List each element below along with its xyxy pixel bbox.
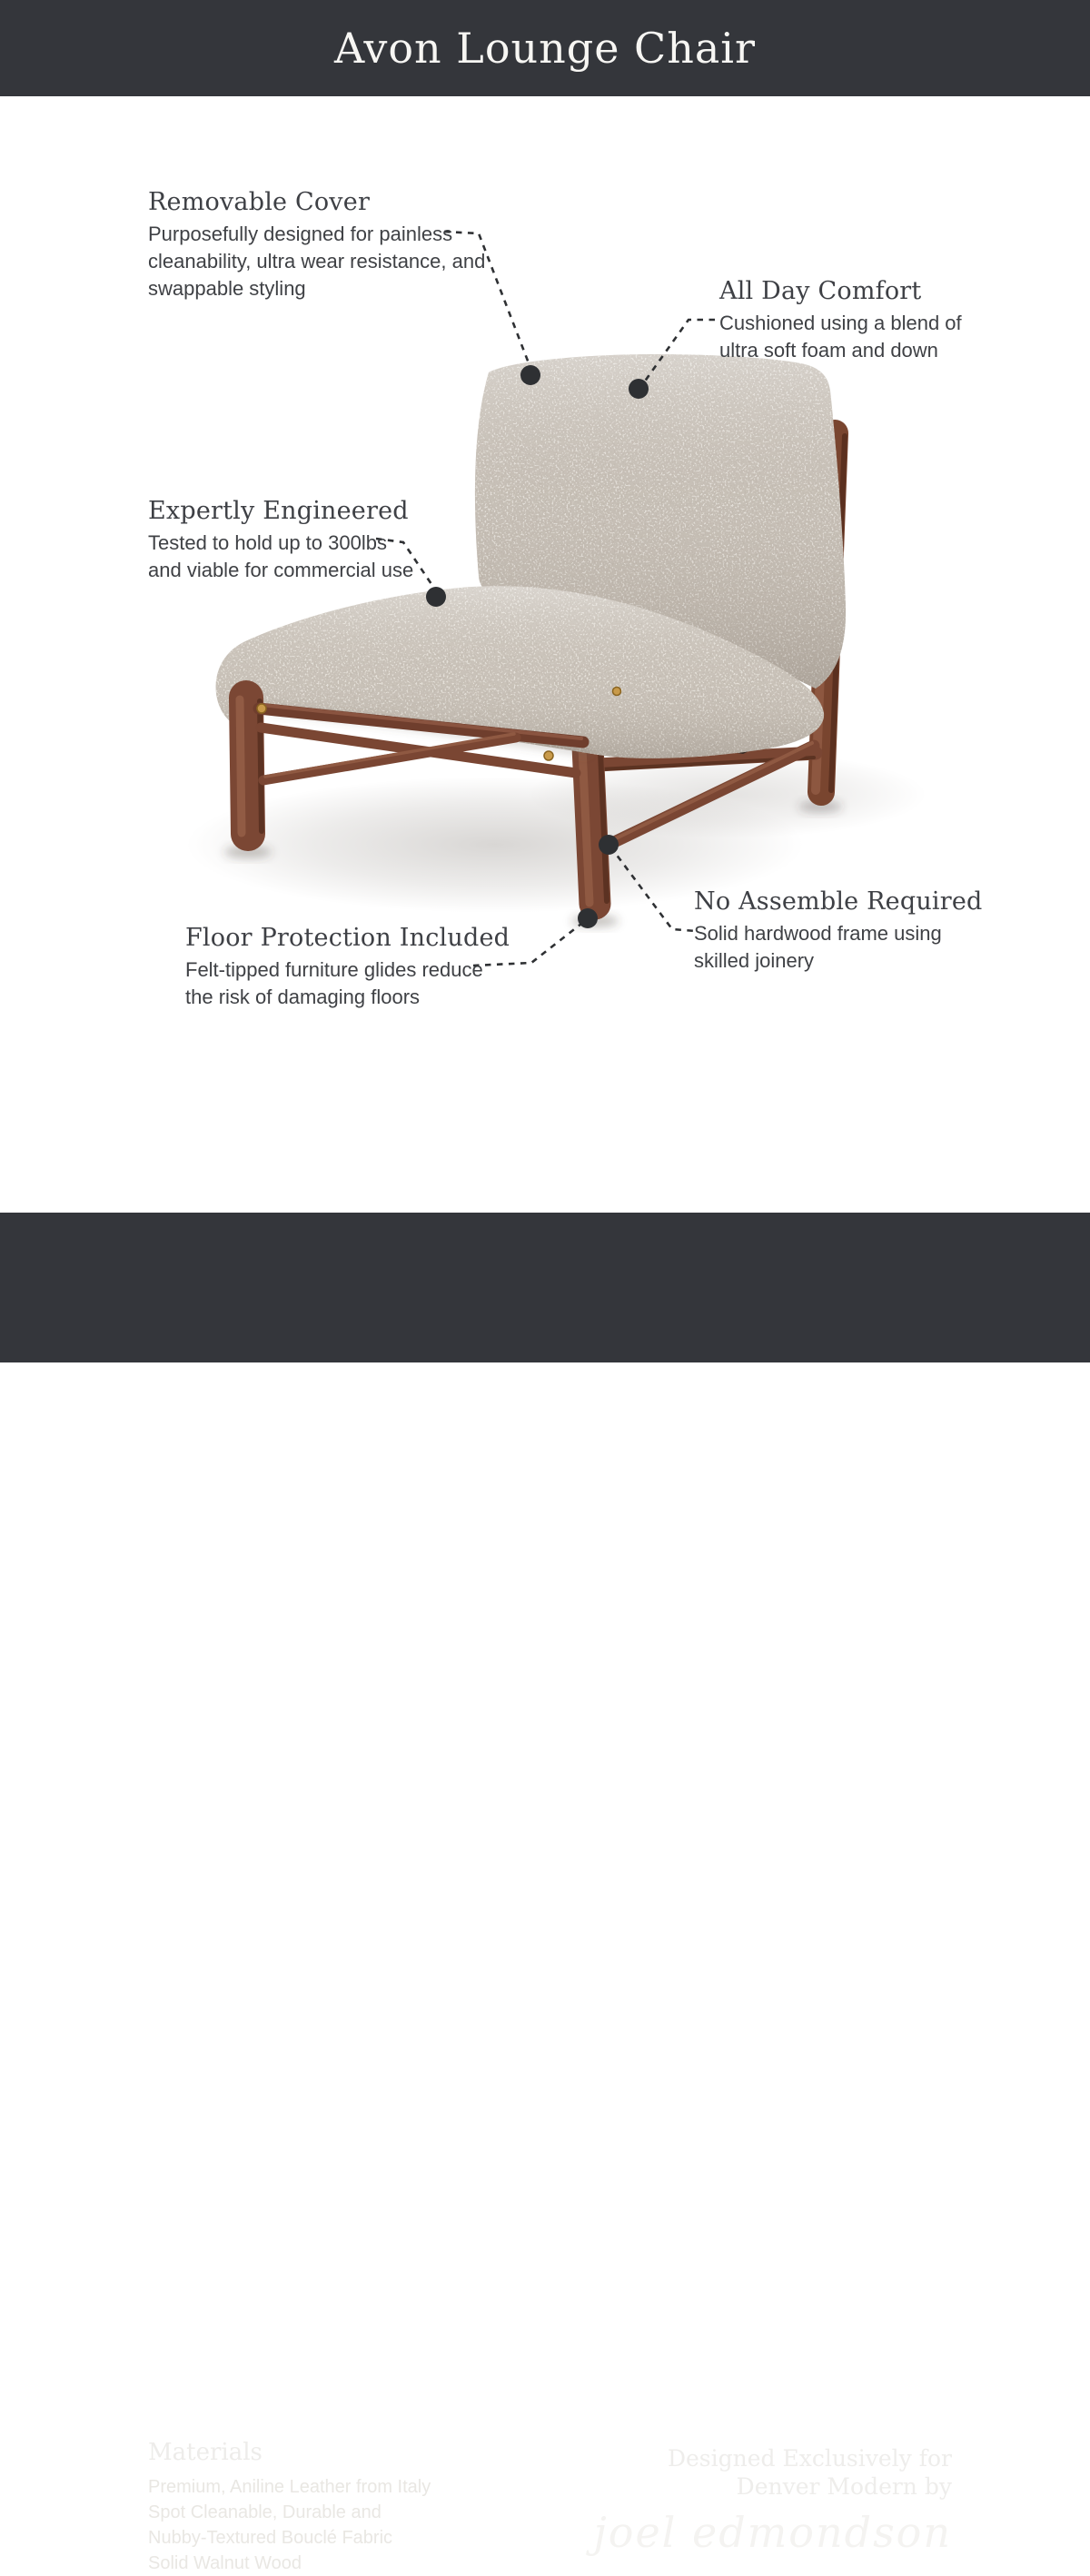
- callout-all-day-comfort: [719, 278, 962, 364]
- dot-floor-protection: [578, 908, 598, 928]
- callout-text-line: cleanability, ultra wear resistance, and: [148, 250, 486, 273]
- callout-heading: No Assemble Required: [694, 887, 983, 916]
- callout-heading: Removable Cover: [148, 188, 371, 216]
- materials-line: Premium, Aniline Leather from Italy: [148, 2477, 431, 2497]
- callout-text-line: and viable for commercial use: [148, 559, 414, 582]
- header-band: [0, 0, 1090, 96]
- dot-removable-cover: [520, 365, 540, 385]
- materials-heading: Materials: [148, 2439, 263, 2466]
- dot-all-day-comfort: [629, 379, 649, 399]
- callout-text-line: ultra soft foam and down: [719, 339, 938, 362]
- callout-heading: Expertly Engineered: [148, 497, 409, 525]
- callout-heading: All Day Comfort: [719, 277, 922, 305]
- callout-no-assemble-required: [694, 888, 983, 975]
- callout-text-line: Tested to hold up to 300lbs: [148, 531, 387, 555]
- dot-expertly-engineered: [426, 587, 446, 607]
- materials-line: Nubby-Textured Bouclé Fabric: [148, 2528, 393, 2548]
- materials-block: [148, 2439, 431, 2576]
- materials-line: Solid Walnut Wood: [148, 2553, 302, 2573]
- callout-text-line: Cushioned using a blend of: [719, 312, 962, 335]
- callout-text-line: skilled joinery: [694, 949, 815, 973]
- callout-heading: Floor Protection Included: [185, 924, 510, 952]
- callout-text-line: Solid hardwood frame using: [694, 922, 942, 946]
- designed-line: Denver Modern by: [736, 2473, 952, 2500]
- callout-text-line: Felt-tipped furniture glides reduce: [185, 958, 483, 982]
- page-title: Avon Lounge Chair: [333, 24, 757, 73]
- callout-expertly-engineered: [148, 498, 413, 584]
- callout-text-line: the risk of damaging floors: [185, 986, 421, 1009]
- chair-front-left-leg: [240, 698, 262, 834]
- designed-by-block: [594, 2444, 953, 2557]
- callout-removable-cover: [148, 189, 485, 302]
- footer-band: [0, 1213, 1090, 2573]
- callout-text-line: swappable styling: [148, 277, 306, 301]
- callout-text-line: Purposefully designed for painless: [148, 223, 453, 246]
- materials-line: Spot Cleanable, Durable and: [148, 2502, 382, 2522]
- callout-floor-protection: [185, 925, 510, 1011]
- dot-no-assemble: [599, 835, 619, 855]
- designer-signature: joel edmondson: [593, 2508, 952, 2557]
- designed-line: Designed Exclusively for: [667, 2445, 952, 2472]
